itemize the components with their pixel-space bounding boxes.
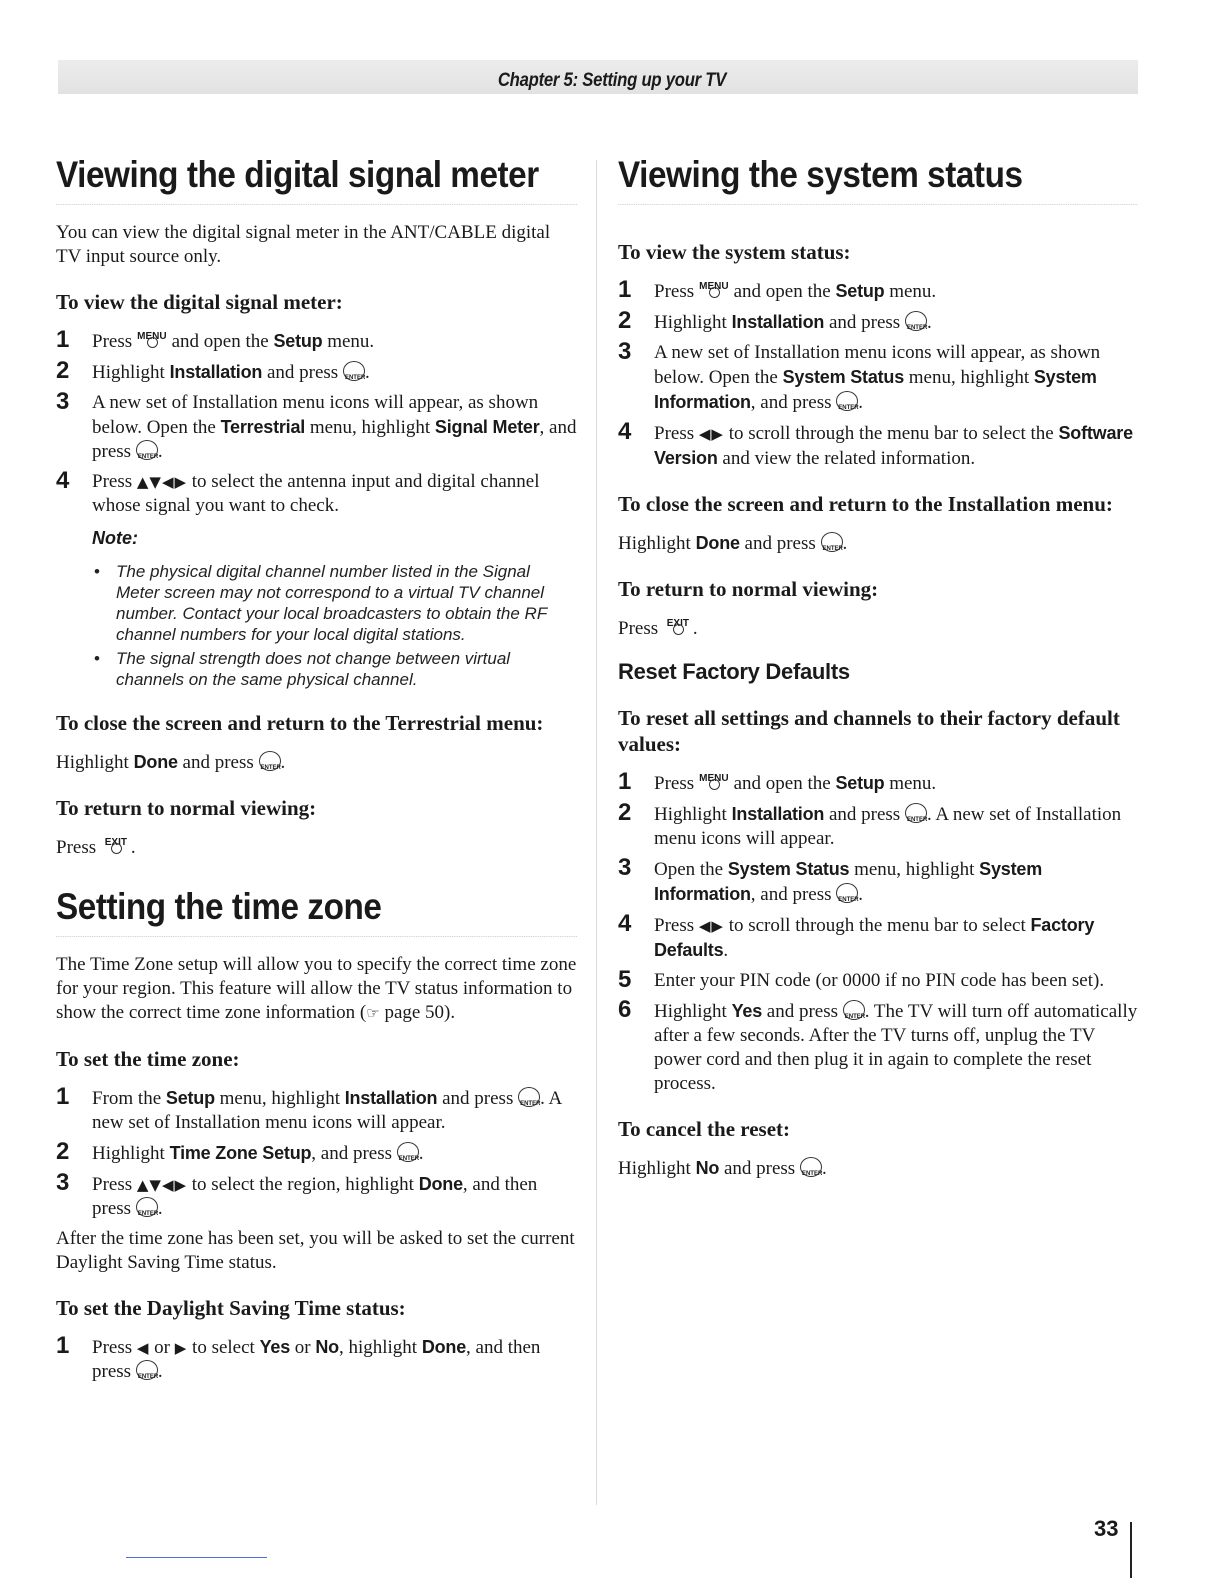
exit-button-icon: EXIT	[663, 616, 693, 636]
step-number: 1	[618, 276, 632, 303]
step-item: 1 Press ◀ or ▶ to select Yes or No, highlight Done, and then press ENTER .	[56, 1335, 578, 1384]
step-text: , and press	[92, 417, 577, 462]
step-number: 4	[618, 910, 632, 937]
enter-button-icon	[836, 391, 858, 411]
system-status-keyword: System Status	[782, 367, 905, 387]
step-item	[56, 467, 578, 518]
time-zone-setup-keyword: Time Zone Setup	[169, 1143, 312, 1163]
step-number: 4	[618, 418, 632, 445]
step-item: 1 From the Setup menu, highlight Installation and press ENTER . A new set of Installation menu icons will appear.	[56, 1086, 578, 1135]
menu-button-icon: MENU	[699, 279, 729, 299]
enter-button-icon	[836, 883, 858, 903]
arrow-keys-icon: ◀▶	[698, 425, 724, 443]
page-number-bar	[1130, 1522, 1132, 1578]
page-reference-icon: ☞	[366, 1006, 380, 1022]
left-arrow-icon: ◀	[136, 1339, 150, 1357]
close-terrestrial-text: Highlight Done and press ENTER .	[56, 750, 578, 775]
return-normal-heading: To return to normal viewing:	[618, 577, 879, 601]
setup-keyword: Setup	[273, 331, 323, 351]
step-number: 6	[618, 996, 632, 1023]
note-item: • The physical digital channel number listed in the Signal Meter screen may not correspond to a virtual TV channel number. Contact your local broadcasters to obtain the RF channel numbers for your local digital stations.	[92, 561, 578, 645]
software-version-keyword: Software Version	[654, 423, 1133, 468]
installation-keyword: Installation	[731, 312, 825, 332]
step-item: 6 Highlight Yes and press ENTER . The TV will turn off automatically after a few seconds. After the TV turns off, unplug the TV power cord and then plug it in again to complete the reset process.	[618, 999, 1138, 1096]
enter-button-icon	[821, 532, 843, 552]
close-installation-heading: To close the screen and return to the Installation menu:	[618, 492, 1113, 516]
set-time-zone-heading: To set the time zone:	[56, 1047, 240, 1071]
step-number: 2	[56, 357, 70, 384]
enter-button-icon	[397, 1142, 419, 1162]
installation-keyword: Installation	[169, 362, 263, 382]
step-number: 1	[618, 768, 632, 795]
column-divider	[596, 160, 597, 1505]
note-box	[92, 528, 578, 690]
done-keyword: Done	[418, 1174, 463, 1194]
time-zone-section	[56, 882, 578, 1384]
step-item: 3 A new set of Installation menu icons will appear, as shown below. Open the System Status menu, highlight System Information, and press ENTER .	[618, 341, 1138, 415]
dst-steps	[56, 1332, 578, 1384]
step-number: 5	[618, 966, 632, 993]
time-zone-after-text: After the time zone has been set, you will be asked to set the current Daylight Saving Time status.	[56, 1228, 575, 1273]
time-zone-title: Setting the time zone	[56, 882, 577, 937]
no-keyword: No	[315, 1337, 339, 1357]
step-number: 2	[618, 799, 632, 826]
arrow-keys-icon: ▲▼◀▶	[136, 1176, 188, 1194]
step-text: Highlight	[92, 362, 165, 383]
step-text: Press	[92, 331, 133, 352]
right-column	[618, 150, 1138, 1181]
note-title: Note:	[92, 528, 138, 548]
terrestrial-keyword: Terrestrial	[220, 417, 306, 437]
step-text: A new set of Installation menu icons will appear, as shown below. Open the	[92, 392, 539, 438]
step-item: 3 Press ▲▼◀▶ to select the region, highlight Done, and then press ENTER .	[56, 1172, 578, 1221]
enter-button-icon	[905, 311, 927, 331]
note-item: • The signal strength does not change between virtual channels on the same physical channel.	[92, 648, 578, 690]
installation-keyword: Installation	[344, 1088, 438, 1108]
step-text: Press	[92, 471, 133, 492]
enter-button-icon	[800, 1157, 822, 1177]
step-number: 3	[56, 388, 70, 415]
yes-keyword: Yes	[731, 1001, 763, 1021]
done-keyword: Done	[421, 1337, 467, 1357]
step-item	[56, 326, 578, 354]
signal-steps	[56, 326, 578, 518]
reset-steps	[618, 768, 1138, 1096]
step-item: 1 Press MENU and open the Setup menu.	[618, 768, 937, 795]
step-item: 2 Highlight Installation and press ENTER .	[618, 310, 1138, 335]
dst-heading: To set the Daylight Saving Time status:	[56, 1296, 406, 1320]
step-text: menu.	[327, 331, 375, 352]
step-text: and open the	[171, 331, 269, 352]
enter-button-icon	[136, 1197, 158, 1217]
reset-heading: To reset all settings and channels to their factory default values:	[618, 706, 1120, 756]
step-number: 4	[56, 467, 70, 494]
step-item: 3 Open the System Status menu, highlight System Information, and press ENTER .	[618, 857, 1138, 907]
step-item: 4 Press ◀▶ to scroll through the menu bar to select Factory Defaults.	[618, 910, 1095, 961]
installation-keyword: Installation	[731, 804, 825, 824]
enter-button-icon	[843, 1000, 865, 1020]
signal-meter-title: Viewing the digital signal meter	[56, 150, 577, 205]
step-item: 4 Press ◀▶ to scroll through the menu bar to select the Software Version and view the related information.	[618, 418, 1133, 469]
arrow-keys-icon: ◀▶	[698, 917, 724, 935]
time-zone-steps	[56, 1083, 578, 1221]
step-item: 2 Highlight Time Zone Setup, and press ENTER .	[56, 1141, 578, 1166]
system-information-keyword: System Information	[654, 859, 1042, 904]
arrow-keys-icon: ▲▼◀▶	[136, 473, 188, 491]
signal-meter-intro: You can view the digital signal meter in the ANT/CABLE digital TV input source only.	[56, 222, 551, 267]
note-list	[92, 561, 578, 690]
exit-button-icon: EXIT	[101, 835, 131, 855]
step-number: 3	[618, 338, 632, 365]
left-column	[56, 150, 578, 1390]
step-text: and press	[266, 362, 339, 383]
status-steps	[618, 276, 1138, 471]
step-text: to select the antenna input and digital channel whose signal you want to check.	[92, 471, 540, 516]
step-number: 2	[56, 1138, 70, 1165]
step-number: 1	[56, 326, 70, 353]
menu-button-icon: MENU	[699, 771, 729, 791]
reset-title: Reset Factory Defaults	[618, 659, 850, 684]
footer-rule	[126, 1557, 267, 1558]
return-normal-text: Press EXIT .	[618, 618, 698, 639]
step-number: 1	[56, 1083, 70, 1110]
done-keyword: Done	[695, 533, 740, 553]
step-item: 1 Press MENU and open the Setup menu.	[618, 276, 937, 303]
setup-keyword: Setup	[165, 1088, 215, 1108]
reset-section	[618, 659, 1138, 1181]
system-information-keyword: System Information	[654, 367, 1097, 412]
enter-button-icon	[905, 803, 927, 823]
return-normal-heading: To return to normal viewing:	[56, 796, 317, 820]
page-number: 33	[1094, 1516, 1119, 1541]
right-arrow-icon: ▶	[174, 1339, 188, 1357]
no-keyword: No	[695, 1158, 720, 1178]
system-status-title: Viewing the system status	[618, 150, 1137, 205]
enter-button-icon	[136, 440, 158, 460]
view-signal-heading: To view the digital signal meter:	[56, 290, 343, 314]
close-terrestrial-heading: To close the screen and return to the Terrestrial menu:	[56, 711, 544, 735]
step-number: 3	[56, 1169, 70, 1196]
yes-keyword: Yes	[259, 1337, 291, 1357]
cancel-reset-heading: To cancel the reset:	[618, 1117, 791, 1141]
setup-keyword: Setup	[835, 281, 885, 301]
factory-defaults-keyword: Factory Defaults	[654, 915, 1095, 960]
system-status-keyword: System Status	[727, 859, 850, 879]
step-item: 5 Enter your PIN code (or 0000 if no PIN code has been set).	[618, 966, 1105, 993]
system-status-section	[618, 150, 1138, 641]
chapter-title: Chapter 5: Setting up your TV	[497, 70, 727, 91]
close-installation-text: Highlight Done and press ENTER .	[618, 531, 1138, 556]
enter-button-icon	[518, 1087, 540, 1107]
step-item: 2 Highlight Installation and press ENTER . A new set of Installation menu icons will appear.	[618, 802, 1138, 851]
step-number: 2	[618, 307, 632, 334]
step-text: menu, highlight	[309, 417, 431, 438]
step-number: 1	[56, 1332, 70, 1359]
setup-keyword: Setup	[835, 773, 885, 793]
time-zone-intro: The Time Zone setup will allow you to specify the correct time zone for your region. This feature will allow the TV status information to show the correct time zone information (☞ page 50).	[56, 954, 577, 1023]
signal-meter-section	[56, 150, 578, 860]
step-item: 2 Highlight Installation and press ENTER .	[56, 360, 578, 385]
enter-button-icon	[136, 1360, 158, 1380]
enter-button-icon	[259, 751, 281, 771]
done-keyword: Done	[133, 752, 178, 772]
step-number: 3	[618, 854, 632, 881]
signal-meter-keyword: Signal Meter	[434, 417, 540, 437]
enter-button-icon	[343, 361, 365, 381]
view-status-heading: To view the system status:	[618, 240, 851, 264]
return-normal-text: Press EXIT .	[56, 837, 136, 858]
step-item: 3 A new set of Installation menu icons will appear, as shown below. Open the Terrestrial menu, highlight Signal Meter, and press ENTER .	[56, 391, 578, 464]
menu-button-icon: MENU	[137, 329, 167, 349]
cancel-reset-text: Highlight No and press ENTER .	[618, 1156, 1138, 1181]
